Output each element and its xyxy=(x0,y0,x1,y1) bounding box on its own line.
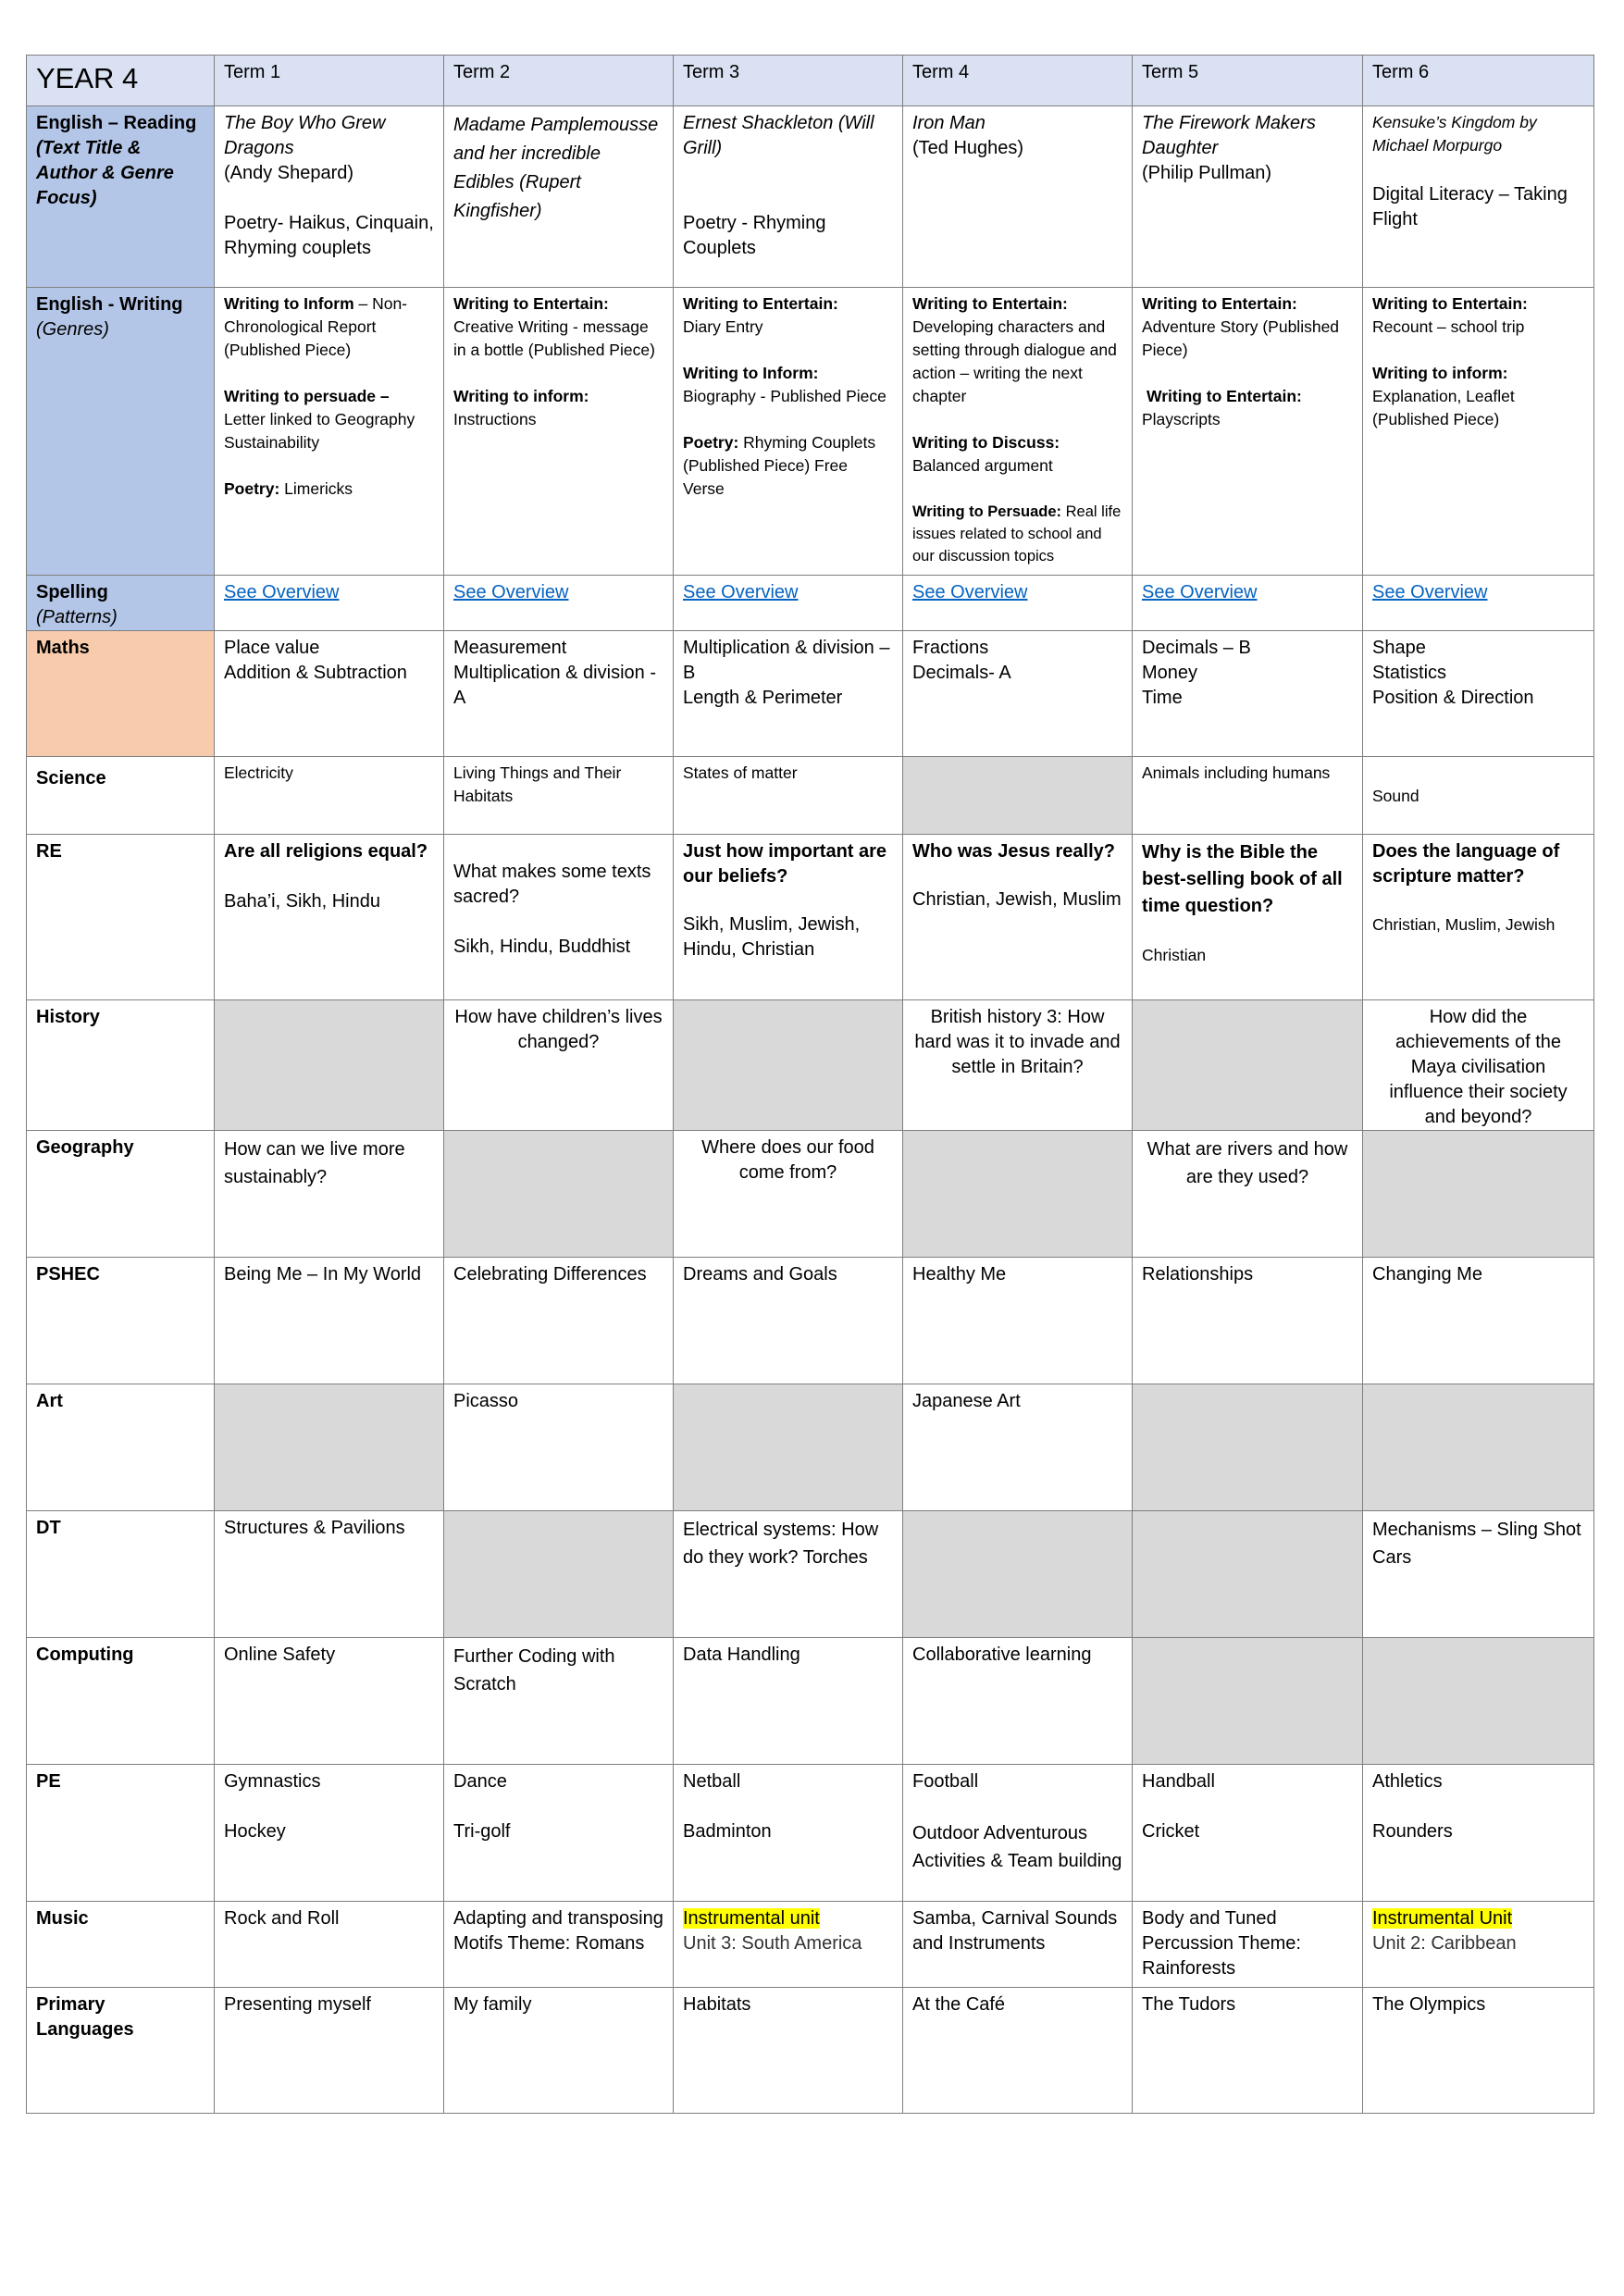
languages-term-5: The Tudors xyxy=(1133,1988,1363,2114)
computing-term-2: Further Coding with Scratch xyxy=(444,1638,674,1765)
history-term-6: How did the achievements of the Maya civilisation influence their society and beyond? xyxy=(1363,1000,1594,1131)
pshec-term-3: Dreams and Goals xyxy=(674,1258,903,1384)
computing-row xyxy=(27,1638,1594,1765)
pshec-term-2: Celebrating Differences xyxy=(444,1258,674,1384)
row-label-art: Art xyxy=(27,1384,215,1511)
term-5-header: Term 5 xyxy=(1133,56,1363,106)
year-title: YEAR 4 xyxy=(27,56,215,106)
dt-term-6: Mechanisms – Sling Shot Cars xyxy=(1363,1511,1594,1638)
art-term-6-empty xyxy=(1363,1384,1594,1511)
see-overview-link[interactable]: See Overview xyxy=(1372,582,1488,602)
pe-term-2: Dance Tri-golf xyxy=(444,1765,674,1902)
row-label-pe: PE xyxy=(27,1765,215,1902)
see-overview-link[interactable]: See Overview xyxy=(453,582,569,602)
maths-term-2: Measurement Multiplication & division - A xyxy=(444,631,674,757)
writing-term-6: Writing to Entertain: Recount – school trip Writing to inform: Explanation, Leaflet (Published Piece) xyxy=(1363,288,1594,576)
row-label-history: History xyxy=(27,1000,215,1131)
dt-term-5-empty xyxy=(1133,1511,1363,1638)
spelling-row xyxy=(27,576,1594,631)
pshec-row xyxy=(27,1258,1594,1384)
art-term-1-empty xyxy=(215,1384,444,1511)
re-term-3: Just how important are our beliefs? Sikh, Muslim, Jewish, Hindu, Christian xyxy=(674,835,903,1000)
re-term-2: What makes some texts sacred? Sikh, Hindu, Buddhist xyxy=(444,835,674,1000)
pe-term-5: Handball Cricket xyxy=(1133,1765,1363,1902)
maths-term-1: Place value Addition & Subtraction xyxy=(215,631,444,757)
spelling-term-6 xyxy=(1363,576,1594,631)
history-term-2: How have children’s lives changed? xyxy=(444,1000,674,1131)
row-sublabel: (Patterns) xyxy=(36,607,118,627)
row-label-geography: Geography xyxy=(27,1131,215,1258)
term-1-header: Term 1 xyxy=(215,56,444,106)
maths-term-5: Decimals – B Money Time xyxy=(1133,631,1363,757)
languages-term-4: At the Café xyxy=(903,1988,1133,2114)
reading-term-3: Ernest Shackleton (Will Grill) Poetry - Rhyming Couplets xyxy=(674,106,903,288)
music-term-4: Samba, Carnival Sounds and Instruments xyxy=(903,1902,1133,1988)
music-term-3: Instrumental unit Unit 3: South America xyxy=(674,1902,903,1988)
pe-term-1: Gymnastics Hockey xyxy=(215,1765,444,1902)
computing-term-1: Online Safety xyxy=(215,1638,444,1765)
dt-term-4-empty xyxy=(903,1511,1133,1638)
row-label-maths: Maths xyxy=(27,631,215,757)
pe-term-3: Netball Badminton xyxy=(674,1765,903,1902)
languages-row xyxy=(27,1988,1594,2114)
science-term-2: Living Things and Their Habitats xyxy=(444,757,674,835)
writing-term-3: Writing to Entertain: Diary Entry Writing to Inform: Biography - Published Piece Poetry: Rhyming Couplets (Published Piece) Free Verse xyxy=(674,288,903,576)
english-writing-row xyxy=(27,288,1594,576)
spelling-term-3 xyxy=(674,576,903,631)
header-row xyxy=(27,56,1594,106)
term-3-header: Term 3 xyxy=(674,56,903,106)
spelling-term-2 xyxy=(444,576,674,631)
languages-term-2: My family xyxy=(444,1988,674,2114)
geography-term-3: Where does our food come from? xyxy=(674,1131,903,1258)
geography-term-2-empty xyxy=(444,1131,674,1258)
curriculum-table xyxy=(26,55,1594,2114)
reading-term-4: Iron Man (Ted Hughes) xyxy=(903,106,1133,288)
languages-term-3: Habitats xyxy=(674,1988,903,2114)
reading-term-1: The Boy Who Grew Dragons (Andy Shepard) Poetry- Haikus, Cinquain, Rhyming couplets xyxy=(215,106,444,288)
maths-term-4: Fractions Decimals- A xyxy=(903,631,1133,757)
row-label-pshec: PSHEC xyxy=(27,1258,215,1384)
history-row xyxy=(27,1000,1594,1131)
pshec-term-5: Relationships xyxy=(1133,1258,1363,1384)
science-term-4-empty xyxy=(903,757,1133,835)
row-label-re: RE xyxy=(27,835,215,1000)
computing-term-4: Collaborative learning xyxy=(903,1638,1133,1765)
history-term-5-empty xyxy=(1133,1000,1363,1131)
english-reading-row xyxy=(27,106,1594,288)
pshec-term-6: Changing Me xyxy=(1363,1258,1594,1384)
see-overview-link[interactable]: See Overview xyxy=(683,582,799,602)
science-term-6: Sound xyxy=(1363,757,1594,835)
geography-term-4-empty xyxy=(903,1131,1133,1258)
term-2-header: Term 2 xyxy=(444,56,674,106)
reading-term-6: Kensuke’s Kingdom by Michael Morpurgo Digital Literacy – Taking Flight xyxy=(1363,106,1594,288)
pe-term-6: Athletics Rounders xyxy=(1363,1765,1594,1902)
row-label-music: Music xyxy=(27,1902,215,1988)
row-label-dt: DT xyxy=(27,1511,215,1638)
music-term-6: Instrumental Unit Unit 2: Caribbean xyxy=(1363,1902,1594,1988)
re-term-5: Why is the Bible the best-selling book of all time question? Christian xyxy=(1133,835,1363,1000)
computing-term-6-empty xyxy=(1363,1638,1594,1765)
history-term-4: British history 3: How hard was it to invade and settle in Britain? xyxy=(903,1000,1133,1131)
dt-term-2-empty xyxy=(444,1511,674,1638)
computing-term-3: Data Handling xyxy=(674,1638,903,1765)
term-6-header: Term 6 xyxy=(1363,56,1594,106)
history-term-3-empty xyxy=(674,1000,903,1131)
music-term-2: Adapting and transposing Motifs Theme: Romans xyxy=(444,1902,674,1988)
pshec-term-4: Healthy Me xyxy=(903,1258,1133,1384)
row-label-computing: Computing xyxy=(27,1638,215,1765)
re-term-6: Does the language of scripture matter? Christian, Muslim, Jewish xyxy=(1363,835,1594,1000)
re-term-4: Who was Jesus really? Christian, Jewish, Muslim xyxy=(903,835,1133,1000)
row-label-science: Science xyxy=(27,757,215,835)
dt-row xyxy=(27,1511,1594,1638)
reading-term-2: Madame Pamplemousse and her incredible Edibles (Rupert Kingfisher) xyxy=(444,106,674,288)
see-overview-link[interactable]: See Overview xyxy=(1142,582,1258,602)
writing-term-1: Writing to Inform – Non-Chronological Report (Published Piece) Writing to persuade – Letter linked to Geography Sustainability Poetry: Limericks xyxy=(215,288,444,576)
pe-term-4: Football Outdoor Adventurous Activities & Team building xyxy=(903,1765,1133,1902)
writing-term-2: Writing to Entertain: Creative Writing - message in a bottle (Published Piece) Writing to inform: Instructions xyxy=(444,288,674,576)
art-term-2: Picasso xyxy=(444,1384,674,1511)
maths-term-3: Multiplication & division – B Length & Perimeter xyxy=(674,631,903,757)
spelling-term-5 xyxy=(1133,576,1363,631)
languages-term-1: Presenting myself xyxy=(215,1988,444,2114)
writing-term-4: Writing to Entertain: Developing characters and setting through dialogue and action – writing the next chapter Writing to Discuss: Balanced argument Writing to Persuade: Real life issues related to school and our discussion topics xyxy=(903,288,1133,576)
science-term-1: Electricity xyxy=(215,757,444,835)
art-term-5-empty xyxy=(1133,1384,1363,1511)
geography-term-5: What are rivers and how are they used? xyxy=(1133,1131,1363,1258)
maths-term-6: Shape Statistics Position & Direction xyxy=(1363,631,1594,757)
geography-row xyxy=(27,1131,1594,1258)
music-term-1: Rock and Roll xyxy=(215,1902,444,1988)
maths-row xyxy=(27,631,1594,757)
music-term-5: Body and Tuned Percussion Theme: Rainforests xyxy=(1133,1902,1363,1988)
spelling-term-4 xyxy=(903,576,1133,631)
row-label-spelling: Spelling (Patterns) xyxy=(27,576,215,631)
art-row xyxy=(27,1384,1594,1511)
row-label-primary-languages: Primary Languages xyxy=(27,1988,215,2114)
dt-term-3: Electrical systems: How do they work? Torches xyxy=(674,1511,903,1638)
writing-term-5: Writing to Entertain: Adventure Story (Published Piece) Writing to Entertain: Playscripts xyxy=(1133,288,1363,576)
dt-term-1: Structures & Pavilions xyxy=(215,1511,444,1638)
instrumental-unit-highlight: Instrumental Unit xyxy=(1372,1908,1513,1929)
term-4-header: Term 4 xyxy=(903,56,1133,106)
music-row xyxy=(27,1902,1594,1988)
re-row xyxy=(27,835,1594,1000)
row-label-english-writing: English - Writing (Genres) xyxy=(27,288,215,576)
see-overview-link[interactable]: See Overview xyxy=(224,582,340,602)
row-label-english-reading: English – Reading (Text Title & Author & Genre Focus) xyxy=(27,106,215,288)
geography-term-6-empty xyxy=(1363,1131,1594,1258)
science-row xyxy=(27,757,1594,835)
pe-row xyxy=(27,1765,1594,1902)
reading-term-5: The Firework Makers Daughter (Philip Pullman) xyxy=(1133,106,1363,288)
science-term-3: States of matter xyxy=(674,757,903,835)
art-term-3-empty xyxy=(674,1384,903,1511)
see-overview-link[interactable]: See Overview xyxy=(912,582,1028,602)
geography-term-1: How can we live more sustainably? xyxy=(215,1131,444,1258)
history-term-1-empty xyxy=(215,1000,444,1131)
spelling-term-1 xyxy=(215,576,444,631)
computing-term-5-empty xyxy=(1133,1638,1363,1765)
languages-term-6: The Olympics xyxy=(1363,1988,1594,2114)
art-term-4: Japanese Art xyxy=(903,1384,1133,1511)
row-sublabel: (Genres) xyxy=(36,319,109,340)
instrumental-unit-highlight: Instrumental unit xyxy=(683,1908,820,1929)
pshec-term-1: Being Me – In My World xyxy=(215,1258,444,1384)
science-term-5: Animals including humans xyxy=(1133,757,1363,835)
re-term-1: Are all religions equal? Baha’i, Sikh, Hindu xyxy=(215,835,444,1000)
row-sublabel: (Text Title & Author & Genre Focus) xyxy=(36,138,174,208)
